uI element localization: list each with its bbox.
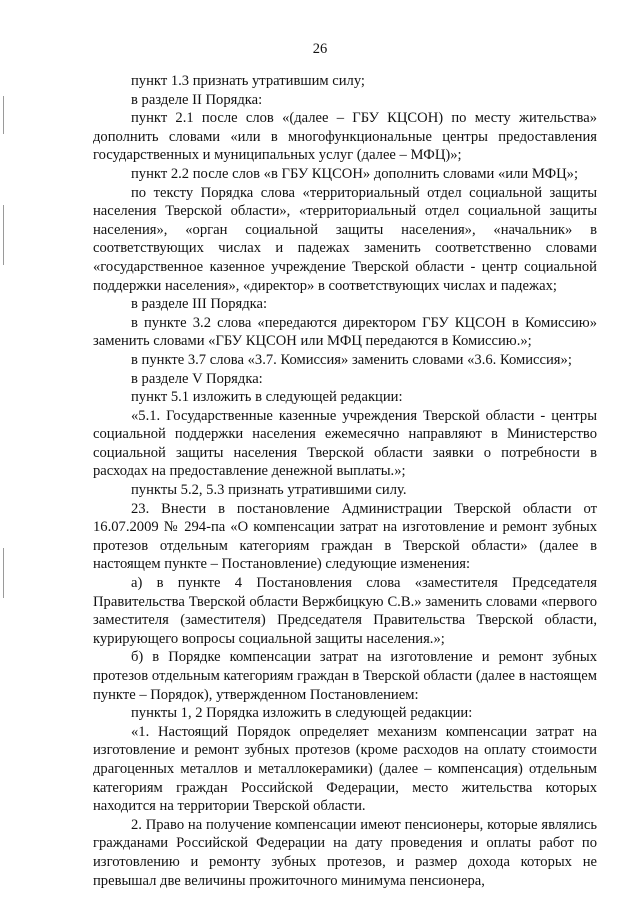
scan-edge-mark [3, 548, 4, 598]
paragraph: а) в пункте 4 Постановления слова «заместителя Председателя Правительства Тверской области Вержбицкую С.В.» заменить словами «первого заместителя (заместителя) Председателя Правительства Тверской области, курирующего вопросы социальной защиты населения.»; [93, 575, 597, 647]
paragraph: 23. Внести в постановление Администрации Тверской области от 16.07.2009 № 294-па «О компенсации затрат на изготовление и ремонт зубных протезов отдельным категориям граждан в Тверской области» (далее в настоящем пункте – Постановление) следующие изменения: [93, 500, 597, 573]
paragraph: в разделе II Порядка: [131, 91, 263, 108]
paragraph: в разделе III Порядка: [131, 296, 268, 313]
document-body [93, 72, 597, 890]
paragraph: пункт 1.3 признать утратившим силу; [131, 73, 365, 89]
paragraph: «1. Настоящий Порядок определяет механизм компенсации затрат на изготовление и ремонт зубных протезов (кроме расходов на оплату стоимости драгоценных металлов и металлокерамики) (далее – компенсация) отдельным категориям граждан Российской Федерации, место жительства которых находится на территории Тверской области. [93, 723, 597, 815]
paragraph: в разделе V Порядка: [131, 370, 263, 387]
paragraph: пункт 5.1 изложить в следующей редакции: [131, 389, 403, 406]
paragraph: 2. Право на получение компенсации имеют пенсионеры, которые являлись гражданами Российской Федерации на дату проведения и оплаты работ по изготовлению и ремонту зубных протезов, и размер дохода которых не превышал две величины прожиточного минимума пенсионера, [93, 816, 597, 889]
page-number: 26 [312, 41, 328, 57]
paragraph: пункт 2.2 после слов «в ГБУ КЦСОН» дополнить словами «или МФЦ»; [131, 165, 579, 182]
paragraph: пункт 2.1 после слов «(далее – ГБУ КЦСОН) по месту жительства» дополнить словами «или в многофункциональные центры предоставления государственных и муниципальных услуг (далее – МФЦ)»; [93, 110, 597, 164]
paragraph: в пункте 3.2 слова «передаются директором ГБУ КЦСОН в Комиссию» заменить словами «ГБУ КЦСОН или МФЦ передаются в Комиссию.»; [93, 314, 597, 350]
paragraph: по тексту Порядка слова «территориальный отдел социальной защиты населения Тверской области», «территориальный отдел социальной защиты населения», «орган социальной защиты населения», «начальник» в соответствующих числах и падежах заменить соответственно словами «государственное казенное учреждение Тверской области - центр социальной поддержки населения», «директор» в соответствующих числах и падежах; [93, 184, 597, 294]
paragraph: б) в Порядке компенсации затрат на изготовление и ремонт зубных протезов отдельным категориям граждан в Тверской области (далее в настоящем пункте – Порядок), утвержденном Постановлением: [93, 649, 597, 703]
paragraph: в пункте 3.7 слова «3.7. Комиссия» заменить словами «3.6. Комиссия»; [131, 351, 572, 368]
scan-edge-mark [3, 205, 4, 265]
paragraph: «5.1. Государственные казенные учреждения Тверской области - центры социальной поддержки населения ежемесячно направляют в Министерство социальной защиты населения Тверской области заявки о потребности в расходах на предоставление денежной выплаты.»; [93, 407, 597, 480]
scan-edge-mark [3, 96, 4, 134]
paragraph: пункты 5.2, 5.3 признать утратившими силу. [131, 482, 407, 499]
paragraph: пункты 1, 2 Порядка изложить в следующей редакции: [131, 705, 473, 722]
